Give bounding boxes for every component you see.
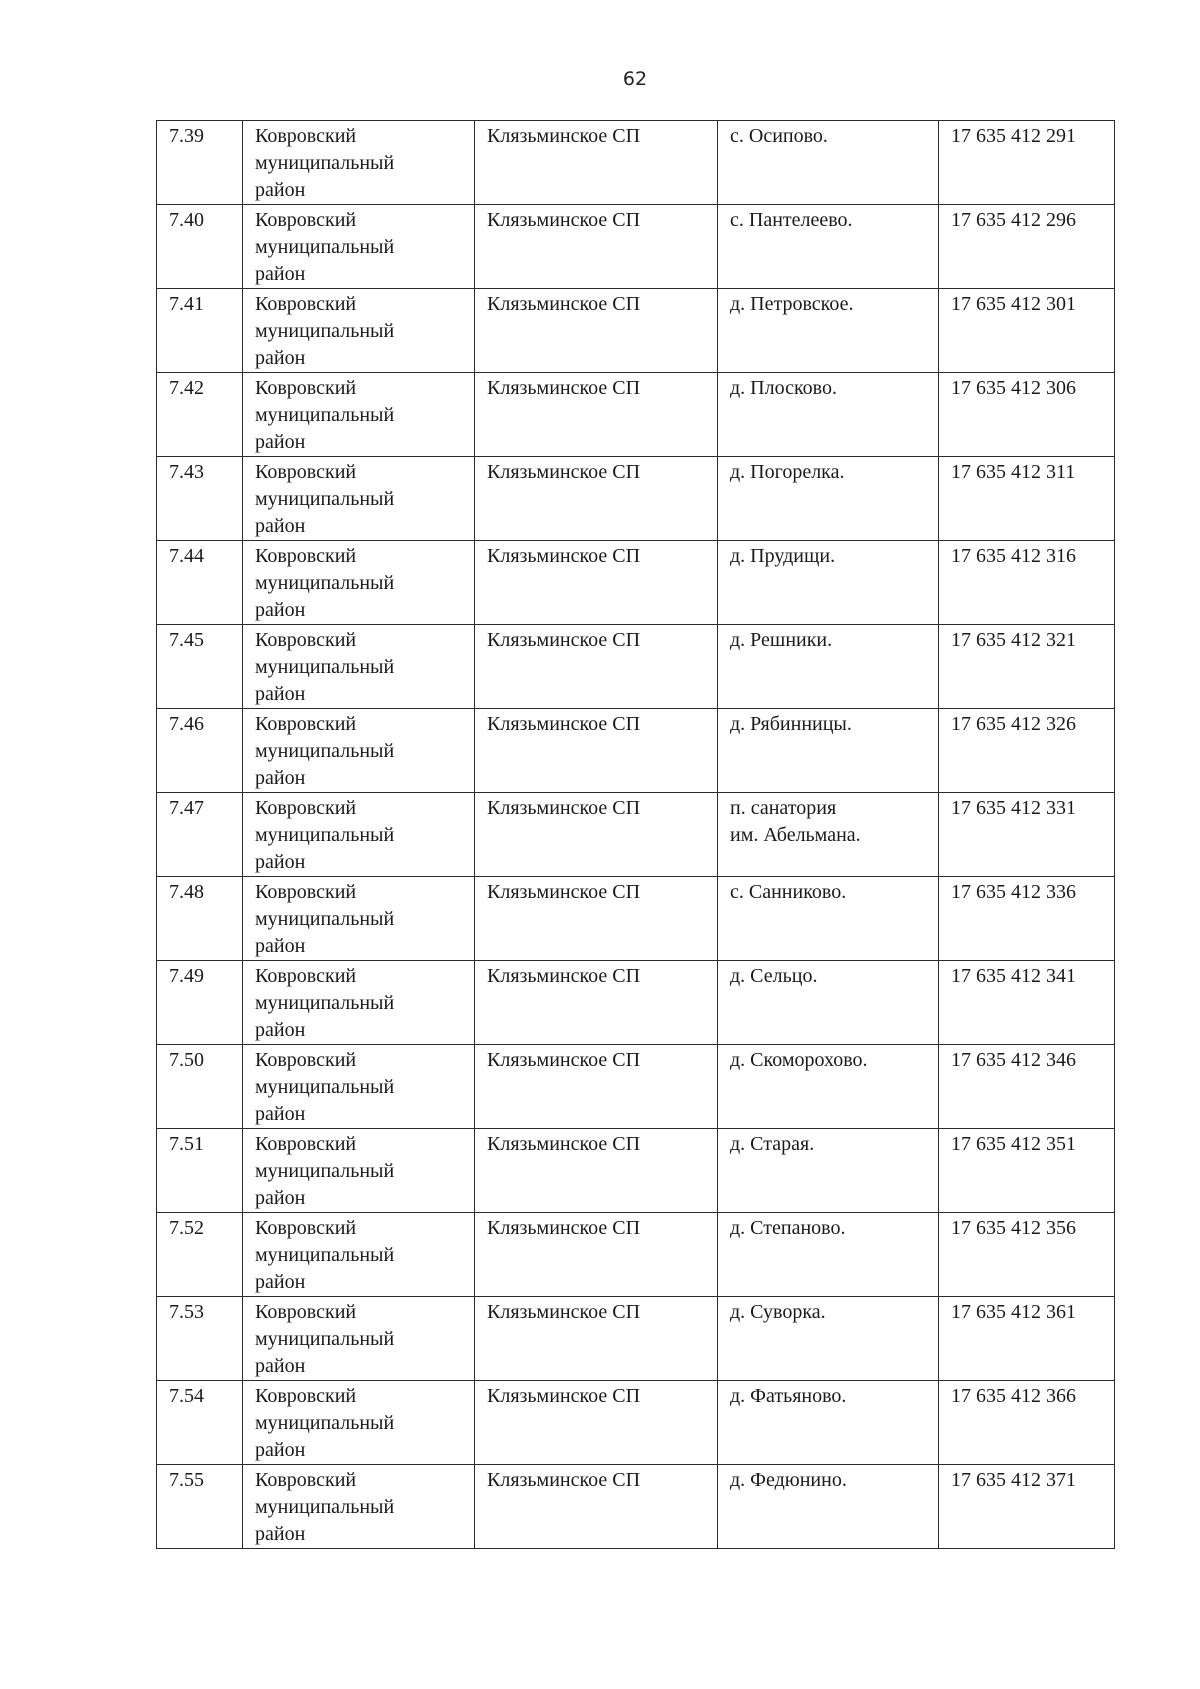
cell-text-line: д. Сельцо. bbox=[730, 965, 818, 987]
cell-text-line: муниципальный bbox=[255, 320, 395, 342]
cell-text-line: район bbox=[255, 515, 306, 537]
locality-cell bbox=[718, 205, 939, 289]
oktmo-code-cell: 17 635 412 346 bbox=[939, 1045, 1115, 1129]
district-cell bbox=[243, 373, 475, 457]
cell-text-line: муниципальный bbox=[255, 1076, 395, 1098]
row-number-cell: 7.45 bbox=[157, 625, 243, 709]
oktmo-code-cell: 17 635 412 301 bbox=[939, 289, 1115, 373]
cell-text-line: д. Прудищи. bbox=[730, 545, 836, 567]
cell-text-line: Ковровский bbox=[255, 125, 357, 147]
cell-text-line: п. санатория bbox=[730, 797, 837, 819]
cell-text-line: Ковровский bbox=[255, 1049, 357, 1071]
oktmo-code-cell: 17 635 412 326 bbox=[939, 709, 1115, 793]
settlement-cell: Клязьминское СП bbox=[475, 625, 718, 709]
settlement-cell: Клязьминское СП bbox=[475, 793, 718, 877]
district-cell bbox=[243, 877, 475, 961]
locality-cell bbox=[718, 541, 939, 625]
cell-text-line: Ковровский bbox=[255, 1133, 357, 1155]
cell-text-line: с. Осипово. bbox=[730, 125, 828, 147]
cell-text-line: д. Петровское. bbox=[730, 293, 854, 315]
cell-text-line: муниципальный bbox=[255, 908, 395, 930]
table-row bbox=[157, 541, 1115, 625]
table-row bbox=[157, 121, 1115, 205]
cell-text-line: Ковровский bbox=[255, 209, 357, 231]
locality-cell bbox=[718, 1297, 939, 1381]
district-cell bbox=[243, 709, 475, 793]
cell-text-line: Ковровский bbox=[255, 713, 357, 735]
cell-text-line: д. Погорелка. bbox=[730, 461, 845, 483]
cell-text-line: район bbox=[255, 1019, 306, 1041]
row-number-cell: 7.41 bbox=[157, 289, 243, 373]
district-cell bbox=[243, 541, 475, 625]
settlement-cell: Клязьминское СП bbox=[475, 205, 718, 289]
locality-cell bbox=[718, 1129, 939, 1213]
cell-text-line: д. Скоморохово. bbox=[730, 1049, 868, 1071]
table-row bbox=[157, 793, 1115, 877]
settlements-table bbox=[156, 120, 1115, 1549]
cell-text-line: район bbox=[255, 179, 306, 201]
settlement-cell: Клязьминское СП bbox=[475, 709, 718, 793]
cell-text-line: Ковровский bbox=[255, 377, 357, 399]
cell-text-line: муниципальный bbox=[255, 1244, 395, 1266]
oktmo-code-cell: 17 635 412 321 bbox=[939, 625, 1115, 709]
oktmo-code-cell: 17 635 412 311 bbox=[939, 457, 1115, 541]
cell-text-line: с. Пантелеево. bbox=[730, 209, 853, 231]
cell-text-line: муниципальный bbox=[255, 236, 395, 258]
row-number-cell: 7.52 bbox=[157, 1213, 243, 1297]
row-number-cell: 7.54 bbox=[157, 1381, 243, 1465]
cell-text-line: муниципальный bbox=[255, 824, 395, 846]
locality-cell bbox=[718, 1045, 939, 1129]
cell-text-line: район bbox=[255, 263, 306, 285]
settlement-cell: Клязьминское СП bbox=[475, 289, 718, 373]
cell-text-line: район bbox=[255, 347, 306, 369]
cell-text-line: Ковровский bbox=[255, 965, 357, 987]
settlement-cell: Клязьминское СП bbox=[475, 1045, 718, 1129]
district-cell bbox=[243, 1381, 475, 1465]
district-cell bbox=[243, 1045, 475, 1129]
district-cell bbox=[243, 121, 475, 205]
cell-text-line: Ковровский bbox=[255, 1301, 357, 1323]
cell-text-line: район bbox=[255, 1355, 306, 1377]
cell-text-line: Ковровский bbox=[255, 1217, 357, 1239]
cell-text-line: им. Абельмана. bbox=[730, 824, 861, 846]
settlement-cell: Клязьминское СП bbox=[475, 877, 718, 961]
table-row bbox=[157, 289, 1115, 373]
table-row bbox=[157, 1213, 1115, 1297]
table-row bbox=[157, 1045, 1115, 1129]
cell-text-line: муниципальный bbox=[255, 1160, 395, 1182]
cell-text-line: Ковровский bbox=[255, 881, 357, 903]
locality-cell bbox=[718, 961, 939, 1045]
row-number-cell: 7.48 bbox=[157, 877, 243, 961]
locality-cell bbox=[718, 457, 939, 541]
locality-cell bbox=[718, 877, 939, 961]
row-number-cell: 7.43 bbox=[157, 457, 243, 541]
cell-text-line: муниципальный bbox=[255, 488, 395, 510]
table-row bbox=[157, 709, 1115, 793]
cell-text-line: район bbox=[255, 431, 306, 453]
cell-text-line: Ковровский bbox=[255, 461, 357, 483]
cell-text-line: с. Санниково. bbox=[730, 881, 847, 903]
page-number: 62 bbox=[622, 68, 648, 90]
table-body bbox=[157, 121, 1115, 1549]
settlement-cell: Клязьминское СП bbox=[475, 1465, 718, 1549]
district-cell bbox=[243, 457, 475, 541]
district-cell bbox=[243, 1129, 475, 1213]
settlement-cell: Клязьминское СП bbox=[475, 373, 718, 457]
settlement-cell: Клязьминское СП bbox=[475, 1213, 718, 1297]
cell-text-line: д. Старая. bbox=[730, 1133, 815, 1155]
cell-text-line: район bbox=[255, 1187, 306, 1209]
oktmo-code-cell: 17 635 412 316 bbox=[939, 541, 1115, 625]
oktmo-code-cell: 17 635 412 361 bbox=[939, 1297, 1115, 1381]
cell-text-line: Ковровский bbox=[255, 797, 357, 819]
cell-text-line: д. Фатьяново. bbox=[730, 1385, 847, 1407]
row-number-cell: 7.42 bbox=[157, 373, 243, 457]
cell-text-line: Ковровский bbox=[255, 1385, 357, 1407]
cell-text-line: Ковровский bbox=[255, 1469, 357, 1491]
cell-text-line: муниципальный bbox=[255, 404, 395, 426]
locality-cell bbox=[718, 289, 939, 373]
row-number-cell: 7.51 bbox=[157, 1129, 243, 1213]
oktmo-code-cell: 17 635 412 371 bbox=[939, 1465, 1115, 1549]
cell-text-line: район bbox=[255, 1439, 306, 1461]
district-cell bbox=[243, 1465, 475, 1549]
table-row bbox=[157, 1297, 1115, 1381]
district-cell bbox=[243, 961, 475, 1045]
table-row bbox=[157, 961, 1115, 1045]
cell-text-line: район bbox=[255, 1271, 306, 1293]
cell-text-line: муниципальный bbox=[255, 1412, 395, 1434]
cell-text-line: муниципальный bbox=[255, 1496, 395, 1518]
row-number-cell: 7.50 bbox=[157, 1045, 243, 1129]
locality-cell bbox=[718, 709, 939, 793]
locality-cell bbox=[718, 1381, 939, 1465]
oktmo-code-cell: 17 635 412 291 bbox=[939, 121, 1115, 205]
district-cell bbox=[243, 205, 475, 289]
settlement-cell: Клязьминское СП bbox=[475, 541, 718, 625]
oktmo-code-cell: 17 635 412 306 bbox=[939, 373, 1115, 457]
cell-text-line: Ковровский bbox=[255, 293, 357, 315]
cell-text-line: район bbox=[255, 935, 306, 957]
cell-text-line: район bbox=[255, 1103, 306, 1125]
settlement-cell: Клязьминское СП bbox=[475, 457, 718, 541]
locality-cell bbox=[718, 625, 939, 709]
cell-text-line: д. Суворка. bbox=[730, 1301, 826, 1323]
settlement-cell: Клязьминское СП bbox=[475, 1381, 718, 1465]
cell-text-line: д. Рябинницы. bbox=[730, 713, 852, 735]
district-cell bbox=[243, 625, 475, 709]
district-cell bbox=[243, 289, 475, 373]
district-cell bbox=[243, 793, 475, 877]
cell-text-line: муниципальный bbox=[255, 656, 395, 678]
cell-text-line: муниципальный bbox=[255, 152, 395, 174]
locality-cell bbox=[718, 1465, 939, 1549]
row-number-cell: 7.39 bbox=[157, 121, 243, 205]
table-row bbox=[157, 877, 1115, 961]
cell-text-line: муниципальный bbox=[255, 572, 395, 594]
cell-text-line: д. Федюнино. bbox=[730, 1469, 847, 1491]
table-row bbox=[157, 457, 1115, 541]
row-number-cell: 7.44 bbox=[157, 541, 243, 625]
locality-cell bbox=[718, 1213, 939, 1297]
row-number-cell: 7.49 bbox=[157, 961, 243, 1045]
cell-text-line: район bbox=[255, 851, 306, 873]
settlement-cell: Клязьминское СП bbox=[475, 961, 718, 1045]
district-cell bbox=[243, 1297, 475, 1381]
cell-text-line: район bbox=[255, 1523, 306, 1545]
settlement-cell: Клязьминское СП bbox=[475, 121, 718, 205]
oktmo-code-cell: 17 635 412 331 bbox=[939, 793, 1115, 877]
table-row bbox=[157, 205, 1115, 289]
cell-text-line: д. Плосково. bbox=[730, 377, 837, 399]
settlement-cell: Клязьминское СП bbox=[475, 1129, 718, 1213]
row-number-cell: 7.55 bbox=[157, 1465, 243, 1549]
cell-text-line: район bbox=[255, 599, 306, 621]
oktmo-code-cell: 17 635 412 341 bbox=[939, 961, 1115, 1045]
row-number-cell: 7.53 bbox=[157, 1297, 243, 1381]
cell-text-line: Ковровский bbox=[255, 629, 357, 651]
table-row bbox=[157, 1465, 1115, 1549]
cell-text-line: муниципальный bbox=[255, 1328, 395, 1350]
district-cell bbox=[243, 1213, 475, 1297]
cell-text-line: район bbox=[255, 683, 306, 705]
locality-cell bbox=[718, 793, 939, 877]
row-number-cell: 7.47 bbox=[157, 793, 243, 877]
cell-text-line: муниципальный bbox=[255, 740, 395, 762]
cell-text-line: Ковровский bbox=[255, 545, 357, 567]
row-number-cell: 7.40 bbox=[157, 205, 243, 289]
cell-text-line: район bbox=[255, 767, 306, 789]
cell-text-line: д. Степаново. bbox=[730, 1217, 846, 1239]
table-row bbox=[157, 1381, 1115, 1465]
oktmo-code-cell: 17 635 412 356 bbox=[939, 1213, 1115, 1297]
table-row bbox=[157, 373, 1115, 457]
table-row bbox=[157, 625, 1115, 709]
oktmo-code-cell: 17 635 412 366 bbox=[939, 1381, 1115, 1465]
row-number-cell: 7.46 bbox=[157, 709, 243, 793]
locality-cell bbox=[718, 121, 939, 205]
oktmo-code-cell: 17 635 412 351 bbox=[939, 1129, 1115, 1213]
table-row bbox=[157, 1129, 1115, 1213]
cell-text-line: д. Решники. bbox=[730, 629, 833, 651]
oktmo-code-cell: 17 635 412 296 bbox=[939, 205, 1115, 289]
oktmo-code-cell: 17 635 412 336 bbox=[939, 877, 1115, 961]
settlement-cell: Клязьминское СП bbox=[475, 1297, 718, 1381]
cell-text-line: муниципальный bbox=[255, 992, 395, 1014]
locality-cell bbox=[718, 373, 939, 457]
